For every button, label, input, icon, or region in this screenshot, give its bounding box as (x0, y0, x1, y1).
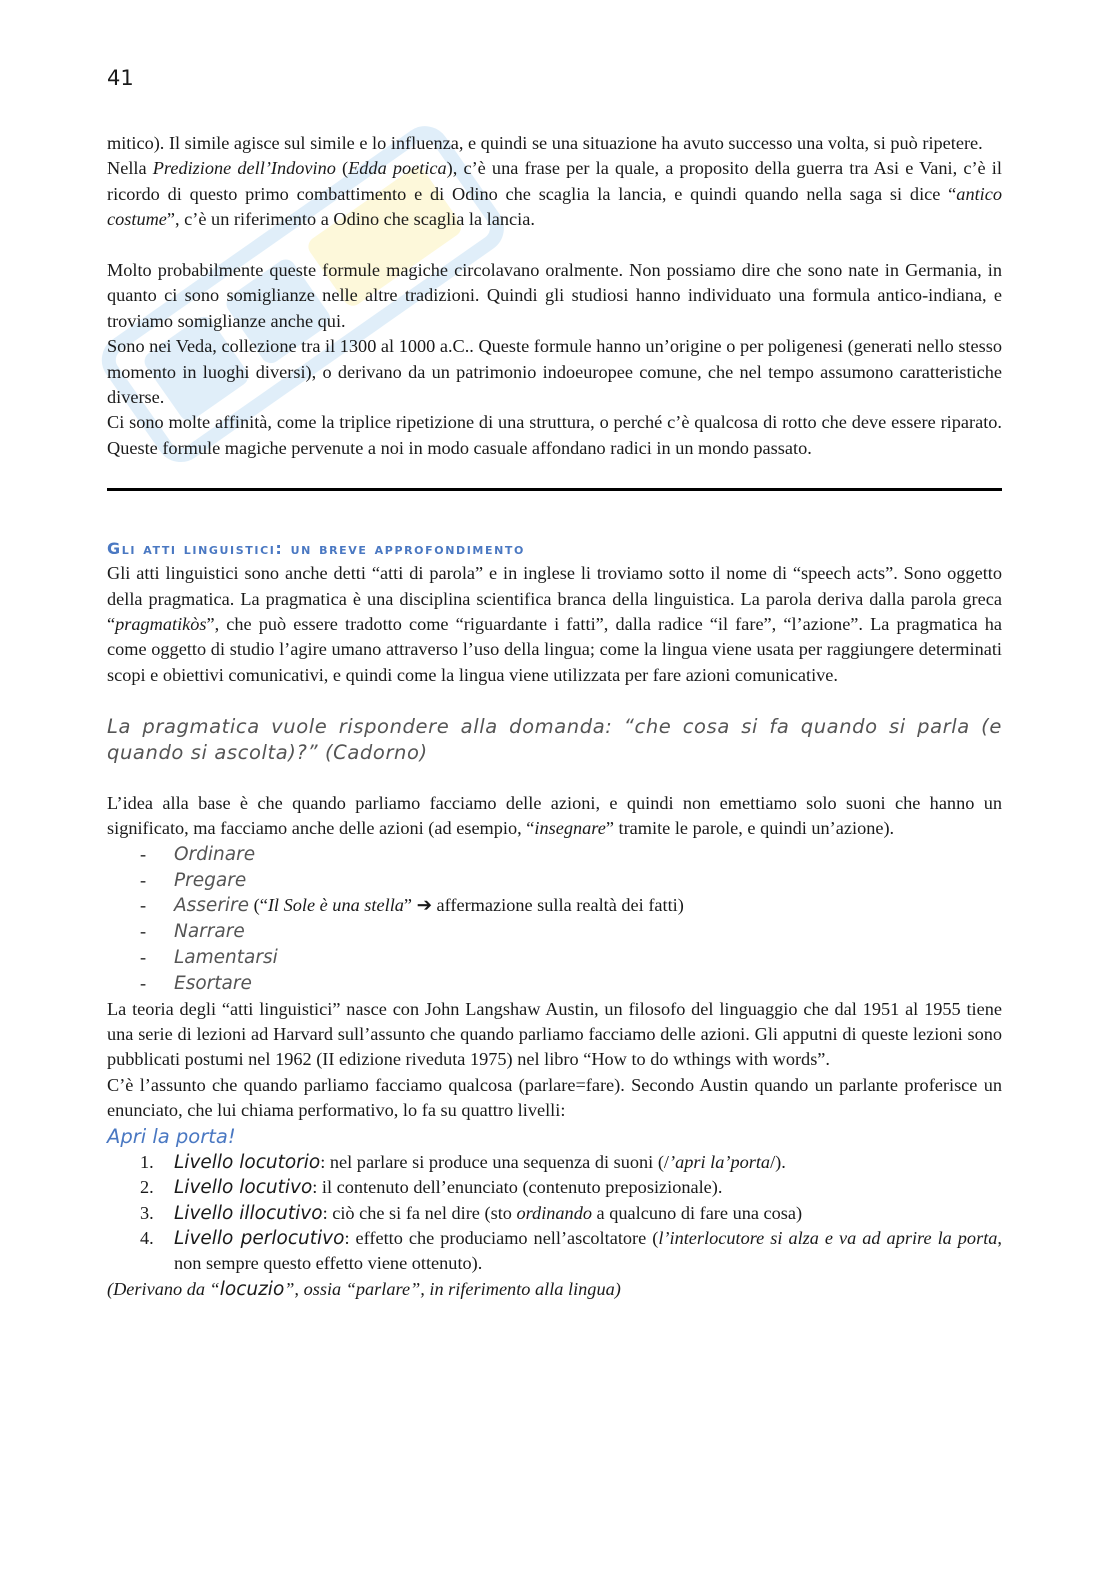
page-content (107, 131, 1002, 1302)
paragraph: Nella Predizione dell’Indovino (Edda poetica), c’è una frase per la quale, a proposito della guerra tra Asi e Vani, c’è il ricordo di questo primo combattimento e di Odino che scaglia la lancia, e quindi quando nella saga si dice “antico costume”, c’è un riferimento a Odino che scaglia la lancia. (107, 158, 1002, 230)
list-item: 3. Livello illocutivo: ciò che si fa nel dire (sto ordinando a qualcuno di fare una cosa) (140, 1202, 803, 1224)
list-item: - Ordinare (107, 842, 1002, 868)
list-item: - Esortare (107, 971, 1002, 997)
list-item: 2. Livello locutivo: il contenuto dell’enunciato (contenuto preposizionale). (140, 1177, 723, 1199)
paragraph: L’idea alla base è che quando parliamo facciamo delle azioni, e quindi non emettiamo solo suoni che hanno un significato, ma facciamo anche delle azioni (ad esempio, “insegnare” tramite le parole, e quindi un’azione). (107, 793, 1002, 839)
list-item: - Pregare (107, 868, 1002, 894)
pull-quote: La pragmatica vuole rispondere alla domanda: “che cosa si fa quando si parla (e quando si ascolta)?” (Cadorno) (107, 714, 1002, 764)
arrow-icon: ➔ (416, 895, 432, 916)
paragraph: Gli atti linguistici sono anche detti “atti di parola” e in inglese li troviamo sotto il nome di “speech acts”. Sono oggetto della pragmatica. La pragmatica è una disciplina scientifica branca della linguistica. La parola deriva dalla parola greca “pragmatikòs”, che può essere tradotto come “riguardante i fatti”, dalla radice “il fare”, “l’azione”. La pragmatica ha come oggetto di studio l’agire umano attraverso l’uso della lingua; come la lingua viene usata per raggiungere determinati scopi e obiettivi comunicativi, e quindi come la lingua viene utilizzata per fare azioni comunicative. (107, 563, 1002, 685)
paragraph: mitico). Il simile agisce sul simile e lo influenza, e quindi se una situazione ha avuto successo una volta, si può ripetere. (107, 133, 983, 153)
paragraph: Molto probabilmente queste formule magiche circolavano oralmente. Non possiamo dire che sono nate in Germania, in quanto ci sono somiglianze nelle altre tradizioni. Quindi gli studiosi hanno individuato una formula antico-indiana, e troviamo somiglianze anche qui. (107, 260, 1002, 331)
list-item: - Narrare (107, 919, 1002, 945)
list-item: - Asserire (“Il Sole è una stella” ➔ affermazione sulla realtà dei fatti) (107, 893, 1002, 919)
list-item: - Lamentarsi (107, 945, 1002, 971)
footnote: (Derivano da “locuzio”, ossia “parlare”, in riferimento alla lingua) (107, 1278, 621, 1300)
example-utterance: Apri la porta! (107, 1124, 236, 1148)
paragraph: Sono nei Veda, collezione tra il 1300 al 1000 a.C.. Queste formule hanno un’origine o per poligenesi (generati nello stesso momento in luoghi diversi), o derivano da un patrimonio indoeuropee comune, che nel tempo assumono caratteristiche diverse. (107, 336, 1002, 408)
list-item: 1. Livello locutorio: nel parlare si produce una sequenza di suoni (/’apri la’porta/). (140, 1151, 786, 1173)
section-heading: Gli atti linguistici: un breve approfondimento (107, 539, 525, 559)
paragraph: Ci sono molte affinità, come la triplice ripetizione di una struttura, o perché c’è qualcosa di rotto che deve essere riparato. Queste formule magiche pervenute a noi in modo casuale affondano radici in un mondo passato. (107, 412, 1002, 458)
paragraph: La teoria degli “atti linguistici” nasce con John Langshaw Austin, un filosofo del linguaggio che dal 1951 al 1955 tiene una serie di lezioni ad Harvard sull’assunto che quando parliamo facciamo delle azioni. Gli apputni di queste lezioni sono pubblicati postumi nel 1962 (II edizione riveduta 1975) nel libro “How to do wthings with words”. (107, 998, 1002, 1070)
paragraph: C’è l’assunto che quando parliamo facciamo qualcosa (parlare=fare). Secondo Austin quando un parlante proferisce un enunciato, che lui chiama performativo, lo fa su quattro livelli: (107, 1074, 1002, 1121)
list-item: 4. Livello perlocutivo: effetto che produciamo nell’ascoltatore (l’interlocutore si alza e va ad aprire la porta, non sempre questo effetto viene ottenuto). (140, 1227, 1002, 1274)
section-divider (107, 488, 1002, 491)
page-number: 41 (107, 66, 134, 90)
levels-list (107, 1150, 1002, 1277)
action-list (107, 842, 1002, 997)
